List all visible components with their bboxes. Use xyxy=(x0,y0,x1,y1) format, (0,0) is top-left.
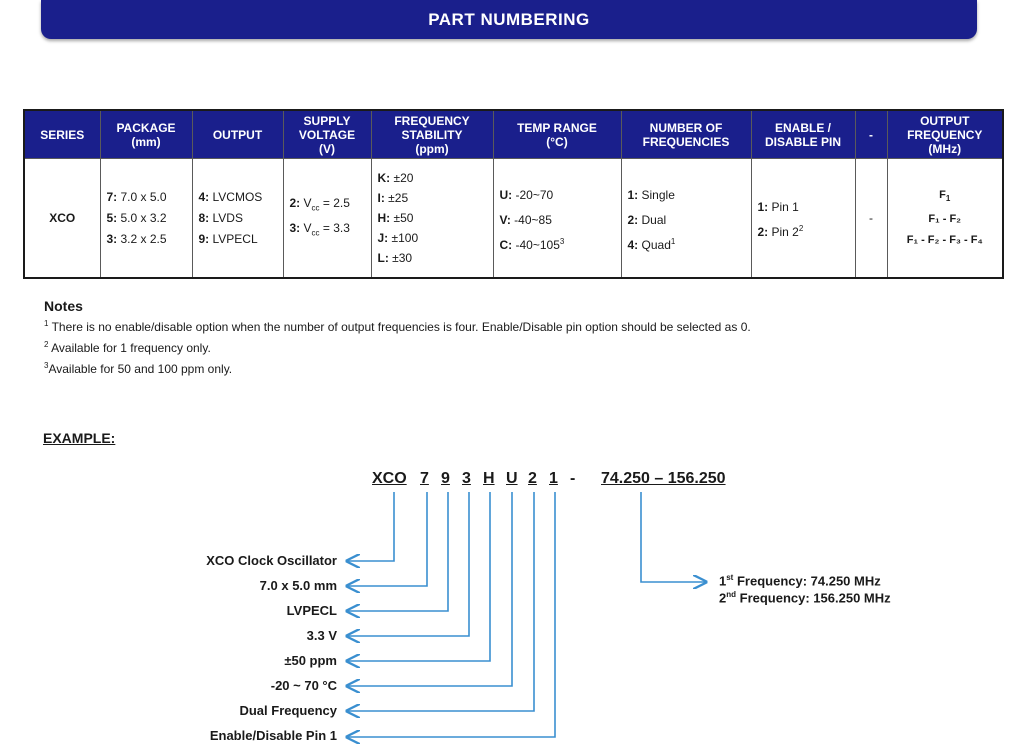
list-item: F₁ - F₂ - F₃ - F₄ xyxy=(906,234,983,247)
arrow-package xyxy=(347,492,427,586)
arrow-numfreq xyxy=(347,492,534,711)
list-item: 3: $V_{cc} = 3.3$ xyxy=(289,221,350,238)
example-code-temp: U xyxy=(506,470,518,487)
list-item: 5: 5.0 x 3.2 xyxy=(106,210,167,225)
header-frequency-stability: FREQUENCY STABILITY (ppm) xyxy=(371,110,493,159)
header-dash: - xyxy=(855,110,887,159)
list-item: 4: Quad$^1$ xyxy=(627,236,676,252)
desc-temp: -20 ~ 70 °C xyxy=(270,678,337,693)
header-package: PACKAGE (mm) xyxy=(100,110,192,159)
arrow-temp xyxy=(347,492,512,686)
example-code-frequency: 74.250 – 156.250 xyxy=(601,470,726,487)
example-code-numfreq: 2 xyxy=(528,470,537,487)
example-code-series: XCO xyxy=(372,470,407,487)
desc-series: XCO Clock Oscillator xyxy=(206,553,337,568)
header-series: SERIES xyxy=(24,110,100,159)
list-item: 9: LVPECL xyxy=(198,231,258,246)
arrow-series xyxy=(347,492,394,561)
header-number-of-frequencies: NUMBER OF FREQUENCIES xyxy=(621,110,751,159)
note-item: $^2$ Available for 1 frequency only. xyxy=(44,340,211,355)
first-frequency: 1st Frequency: 74.250 MHz xyxy=(719,573,881,589)
note-item: $^1$ There is no enable/disable option when the number of output frequencies is four. Enable/Disable pin option should be selected as 0. xyxy=(44,319,751,334)
arrow-frequency xyxy=(641,492,706,582)
list-item: 3: 3.2 x 2.5 xyxy=(106,231,167,246)
list-item: K: ±20 xyxy=(377,171,414,185)
list-item: C: $-40\sim 105^3$ xyxy=(499,236,565,252)
example-code-stability: H xyxy=(483,470,495,487)
header-supply-voltage: SUPPLY VOLTAGE (V) xyxy=(283,110,371,159)
example-code-package: 7 xyxy=(420,470,429,487)
header-output-frequency: OUTPUT FREQUENCY (MHz) xyxy=(887,110,1003,159)
desc-output: LVPECL xyxy=(286,603,337,618)
note-item: $^3$Available for 50 and 100 ppm only. xyxy=(44,361,233,376)
desc-package: 7.0 x 5.0 mm xyxy=(259,578,337,593)
arrow-enable xyxy=(347,492,555,737)
list-item: 2: $V_{cc} = 2.5$ xyxy=(289,195,350,212)
list-item: 8: LVDS xyxy=(198,210,243,225)
list-item: H: ±50 xyxy=(377,211,414,225)
list-item: 1: Pin 1 xyxy=(757,200,799,214)
banner-title: PART NUMBERING xyxy=(428,9,590,29)
list-item: F₁ - F₂ xyxy=(928,213,962,226)
list-item: J: ±100 xyxy=(377,231,419,245)
list-item: V: -40~85 xyxy=(499,212,552,227)
list-item: 2: Dual xyxy=(627,212,667,227)
arrow-voltage xyxy=(347,492,469,636)
list-item: 2: Pin $2^2$ xyxy=(757,224,804,239)
desc-enable: Enable/Disable Pin 1 xyxy=(209,728,337,743)
header-temp-range: TEMP RANGE (°C) xyxy=(493,110,621,159)
desc-voltage: 3.3 V xyxy=(306,628,337,643)
arrow-output xyxy=(347,492,448,611)
list-item: L: ±30 xyxy=(377,251,413,265)
dash-cell: - xyxy=(855,159,887,279)
example-label: EXAMPLE: xyxy=(43,430,116,446)
header-enable-disable-pin: ENABLE / DISABLE PIN xyxy=(751,110,855,159)
desc-numfreq: Dual Frequency xyxy=(239,703,337,718)
list-item: 4: LVCMOS xyxy=(198,189,263,204)
list-item: $F_1$ xyxy=(939,188,951,204)
example-code-dash: - xyxy=(570,470,576,487)
notes-title: Notes xyxy=(44,298,83,314)
list-item: 1: Single xyxy=(627,187,675,202)
header-output: OUTPUT xyxy=(192,110,283,159)
desc-stability: ±50 ppm xyxy=(284,653,337,668)
list-item: U: -20~70 xyxy=(499,187,554,202)
example-code-enable: 1 xyxy=(549,470,558,487)
list-item: I: ±25 xyxy=(377,191,409,205)
second-frequency: 2nd Frequency: 156.250 MHz xyxy=(719,590,891,606)
example-code-voltage: 3 xyxy=(462,470,471,487)
series-cell: XCO xyxy=(24,159,100,279)
list-item: 7: 7.0 x 5.0 xyxy=(106,189,167,204)
example-code-output: 9 xyxy=(441,470,450,487)
